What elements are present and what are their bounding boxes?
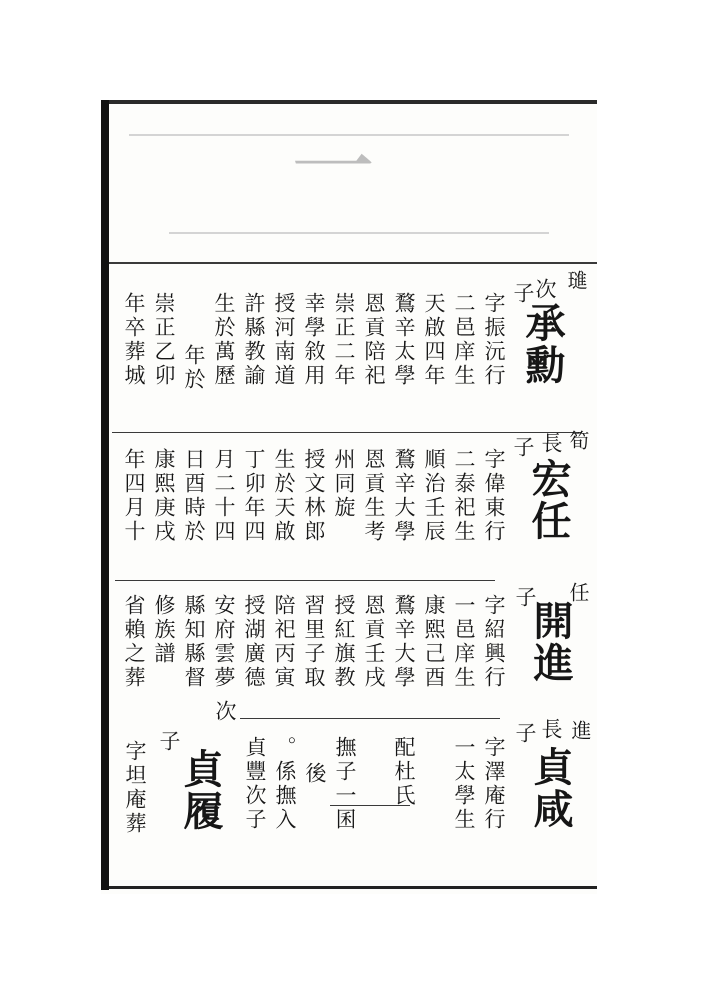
relation-label: 長 — [539, 718, 563, 742]
record-column: 康熙庚戌 — [152, 448, 176, 544]
relation-label: 次 — [213, 700, 237, 724]
record-column: 陪祀丙寅 — [272, 594, 296, 690]
relation-label: 子 — [513, 586, 537, 610]
generation-marker: 璡 — [564, 270, 588, 290]
person-name: 貞履 — [177, 748, 224, 832]
record-column: 康熙己酉 — [422, 594, 446, 690]
record-column: 月二十四 — [212, 448, 236, 544]
record-column: 生於天啟 — [272, 448, 296, 544]
generation-marker: 進 — [568, 720, 592, 740]
record-column: 幸學敘用 — [302, 292, 326, 388]
record-column: 授文林郎 — [302, 448, 326, 544]
record-column: 崇正乙卯 — [152, 292, 176, 388]
row-divider-2 — [115, 580, 495, 581]
record-column: 習里子取 — [302, 594, 326, 690]
person-name: 承勳 — [519, 302, 566, 386]
record-column: 年卒葬城 — [122, 292, 146, 388]
record-column: 授湖廣德 — [242, 594, 266, 690]
row-divider-1 — [112, 432, 582, 433]
record-column: 恩貢陪祀 — [362, 292, 386, 388]
record-column: 生於萬歷 — [212, 292, 236, 388]
header-band — [109, 104, 597, 262]
record-column: 二邑庠生 — [452, 292, 476, 388]
record-column: 。係撫入 — [273, 736, 297, 832]
record-column: 順治壬辰 — [422, 448, 446, 544]
record-column: 省賴之葬 — [122, 594, 146, 690]
record-column: 年於 — [182, 344, 206, 392]
record-column: 一太學生 — [452, 736, 476, 832]
record-column: 修族譜 — [152, 594, 176, 666]
record-column: 恩貢生考 — [362, 448, 386, 544]
record-column: 字偉東行 — [482, 448, 506, 544]
relation-label: 子 — [157, 730, 181, 754]
person-name: 宏任 — [525, 458, 572, 542]
record-column: 字澤庵行 — [482, 736, 506, 832]
footer-rule — [109, 886, 597, 889]
record-column: 天啟四年 — [422, 292, 446, 388]
record-column: 年四月十 — [122, 448, 146, 544]
relation-label: 子 — [513, 722, 537, 746]
row-divider-3 — [240, 718, 500, 719]
record-column: 撫子一囷 — [333, 736, 357, 832]
record-column: 授紅旗教 — [332, 594, 356, 690]
generation-marker: 筍 — [566, 430, 590, 450]
record-column: 丁卯年四 — [242, 448, 266, 544]
record-column: 鶩辛大學 — [392, 594, 416, 690]
record-column: 崇正二年 — [332, 292, 356, 388]
record-column: 鶩辛大學 — [392, 448, 416, 544]
relation-label: 子 — [511, 282, 535, 306]
relation-label: 子 — [511, 436, 535, 460]
person-name: 貞咸 — [527, 746, 574, 830]
record-column: 字振沅行 — [482, 292, 506, 388]
record-column: 州同旋 — [332, 448, 356, 520]
header-rule — [109, 262, 597, 264]
record-column: 恩貢壬戌 — [362, 594, 386, 690]
record-column: 縣知縣督 — [182, 594, 206, 690]
record-column: 後 — [303, 762, 327, 786]
record-column: 一邑庠生 — [452, 594, 476, 690]
header-glyph: 一 — [291, 119, 376, 217]
record-column: 二泰祀生 — [452, 448, 476, 544]
person-name: 開進 — [527, 600, 574, 684]
record-column: 字坦庵葬 — [123, 740, 147, 836]
generation-marker: 任 — [566, 582, 590, 602]
relation-label: 長 — [539, 432, 563, 456]
record-column: 許縣教諭 — [242, 292, 266, 388]
relation-label: 次 — [533, 278, 557, 302]
record-column: 貞豐次子 — [243, 736, 267, 832]
book-spine — [101, 100, 109, 890]
record-column: 日酉時於 — [182, 448, 206, 544]
record-column: 字紹興行 — [482, 594, 506, 690]
record-column: 授河南道 — [272, 292, 296, 388]
record-column: 安府雲夢 — [212, 594, 236, 690]
record-column: 鶩辛太學 — [392, 292, 416, 388]
record-column: 配杜氏 — [392, 736, 416, 808]
